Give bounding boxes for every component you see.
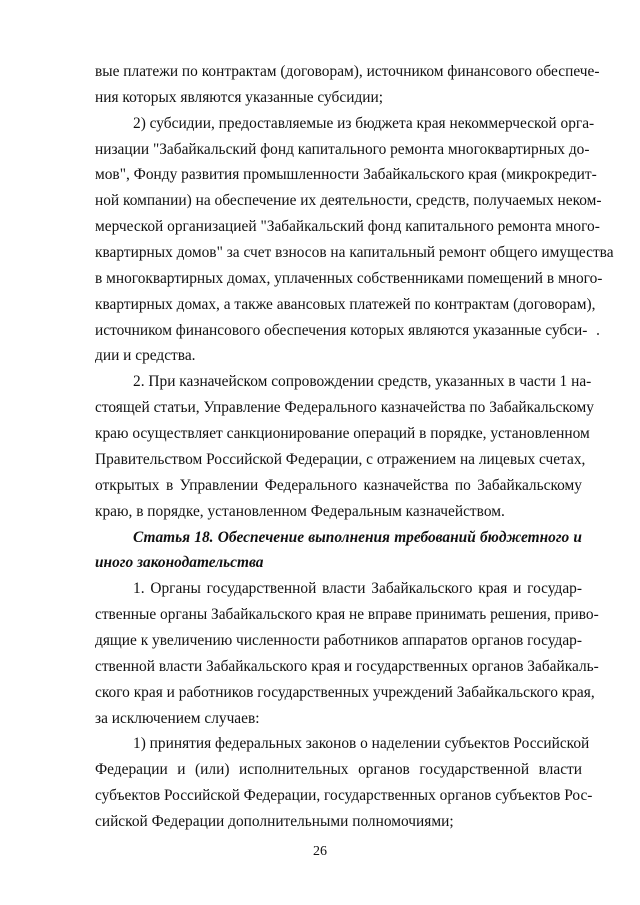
text-line: стоящей статьи, Управление Федерального казначейства по Забайкальскому [95,399,594,416]
text-line: ского края и работников государственных учреждений Забайкальского края, [95,684,595,701]
text-line: ния которых являются указанные субсидии; [95,89,384,106]
text-line: краю, в порядке, установленном Федеральным казначейством. [95,503,505,520]
text-line: сийской Федерации дополнительными полномочиями; [95,813,454,830]
text-line: источником финансового обеспечения которых являются указанные субси- [95,322,588,339]
scan-speck [597,333,599,335]
article-heading: иного законодательства [95,554,264,571]
text-line: мерческой организацией "Забайкальский фонд капитального ремонта много- [95,218,600,235]
text-line: краю осуществляет санкционирование операций в порядке, установленном [95,425,590,442]
text-line: открытых в Управлении Федерального казначейства по Забайкальскому [95,477,582,494]
text-line: ной компании) на обеспечение их деятельности, средств, получаемых неком- [95,192,602,209]
page-number: 26 [313,844,327,859]
text-line: в многоквартирных домах, уплаченных собственниками помещений в много- [95,270,603,287]
text-line: 1. Органы государственной власти Забайкальского края и государ- [133,580,582,597]
text-line: за исключением случаев: [95,710,260,727]
text-line: низации "Забайкальский фонд капитального ремонта многоквартирных до- [95,141,590,158]
text-line: 2. При казначейском сопровождении средств, указанных в части 1 на- [133,373,592,390]
text-line: квартирных домов" за счет взносов на капитальный ремонт общего имущества [95,244,614,261]
text-line: ственной власти Забайкальского края и государственных органов Забайкаль- [95,658,599,675]
text-line: ственные органы Забайкальского края не вправе принимать решения, приво- [95,606,599,623]
text-line: Правительством Российской Федерации, с отражением на лицевых счетах, [95,451,586,468]
text-line: дящие к увеличению численности работников аппаратов органов государ- [95,632,582,649]
text-line: 1) принятия федеральных законов о наделении субъектов Российской [133,735,590,752]
text-line: квартирных домах, а также авансовых платежей по контрактам (договорам), [95,296,596,313]
article-heading: Статья 18. Обеспечение выполнения требований бюджетного и [133,529,582,546]
text-line: мов", Фонду развития промышленности Забайкальского края (микрокредит- [95,166,597,183]
text-line: 2) субсидии, предоставляемые из бюджета края некоммерческой орга- [133,115,595,132]
text-line: Федерации и (или) исполнительных органов государственной власти [95,761,582,778]
text-line: вые платежи по контрактам (договорам), источником финансового обеспече- [95,63,600,80]
text-line: субъектов Российской Федерации, государственных органов субъектов Рос- [95,787,593,804]
text-line: дии и средства. [95,347,196,364]
